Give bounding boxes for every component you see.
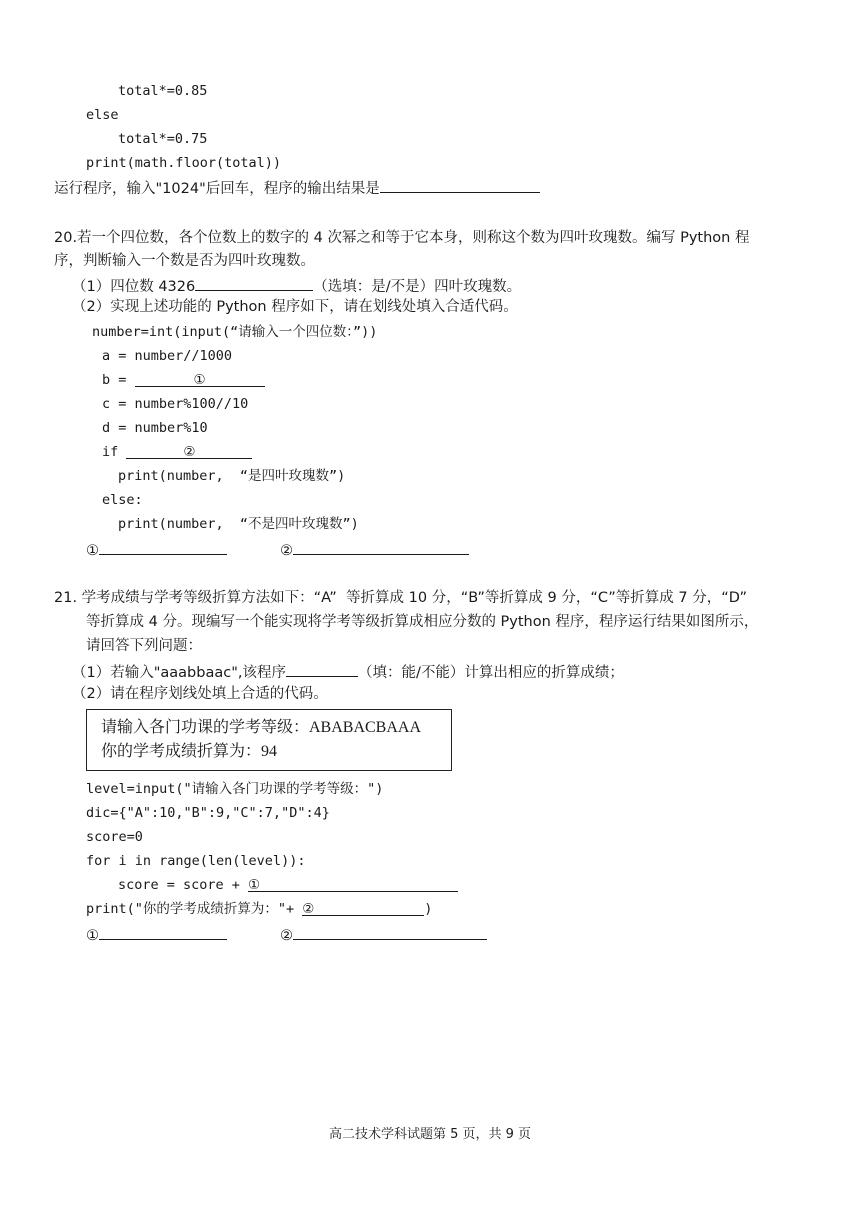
q19-code-line-2: else <box>86 107 119 123</box>
q20-code-input: number=int(input(“请输入一个四位数：”)) <box>92 324 378 340</box>
q21-stem-line-3: 请回答下列问题： <box>86 638 202 654</box>
q20-answer-blank-1[interactable] <box>99 538 227 555</box>
q21-code-blank-1[interactable]: ① <box>248 875 458 892</box>
q20-stem-line-1: 20.若一个四位数，各个位数上的数字的 4 次幂之和等于它本身，则称这个数为四叶玫瑰数。编写 Python 程 <box>54 230 750 246</box>
q20-code-blank-1[interactable]: ① <box>135 370 265 387</box>
q20-code-print-yes: print(number, “是四叶玫瑰数”) <box>118 468 346 484</box>
q20-answer-1: ① <box>86 538 227 561</box>
q21-answer-1: ① <box>86 923 227 946</box>
q21-answer-blank-1[interactable] <box>99 923 227 940</box>
q20-subquestion-2: （2）实现上述功能的 Python 程序如下，请在划线处填入合适代码。 <box>72 299 518 315</box>
q21-subquestion-1: （1）若输入"aaabbaac",该程序 （填：能/不能）计算出相应的折算成绩； <box>72 660 624 683</box>
q21-stem-line-1: 21. 学考成绩与学考等级折算方法如下：“A” 等折算成 10 分，“B”等折算成 9 分，“C”等折算成 7 分，“D” <box>54 590 747 606</box>
q20-answer-blank-2[interactable] <box>293 538 469 555</box>
q20-code-print-no: print(number, “不是四叶玫瑰数”) <box>118 516 359 532</box>
q21-code-print: print("你的学考成绩折算为："+ ② ) <box>86 901 433 917</box>
q21-stem-line-2: 等折算成 4 分。现编写一个能实现将学考等级折算成相应分数的 Python 程序，程序运行结果如图所示， <box>86 614 759 630</box>
q20-code-else: else: <box>102 492 143 508</box>
q20-sub1-blank[interactable] <box>195 274 313 291</box>
q20-code-b: b = ① <box>102 370 265 390</box>
q20-code-c: c = number%100//10 <box>102 396 249 412</box>
q19-prompt: 运行程序，输入"1024"后回车，程序的输出结果是 <box>54 176 540 199</box>
q19-answer-blank[interactable] <box>380 176 540 193</box>
q19-code-line-1: total*=0.85 <box>118 83 208 99</box>
output-line-2: 你的学考成绩折算为：94 <box>101 743 278 760</box>
q20-stem-line-2: 序，判断输入一个数是否为四叶玫瑰数。 <box>54 253 315 269</box>
q20-answer-2: ② <box>280 538 469 561</box>
q21-sub1-blank[interactable] <box>286 660 358 677</box>
q21-subquestion-2: （2）请在程序划线处填上合适的代码。 <box>72 686 328 702</box>
output-line-1: 请输入各门功课的学考等级：ABABACBAAA <box>101 719 422 736</box>
q21-code-dic: dic={"A":10,"B":9,"C":7,"D":4} <box>86 805 330 821</box>
q20-subquestion-1: （1）四位数 4326 （选填：是/不是）四叶玫瑰数。 <box>72 274 521 297</box>
q21-code-level: level=input("请输入各门功课的学考等级：") <box>86 781 384 797</box>
q19-code-line-3: total*=0.75 <box>118 131 208 147</box>
q21-code-score: score=0 <box>86 829 143 845</box>
q21-code-sum: score = score + ① <box>118 875 458 895</box>
program-output-box <box>86 709 452 771</box>
q21-answer-blank-2[interactable] <box>293 923 487 940</box>
q19-code-line-4: print(math.floor(total)) <box>86 155 282 171</box>
q21-code-for: for i in range(len(level)): <box>86 853 306 869</box>
q20-code-if: if ② <box>102 442 252 462</box>
q21-code-blank-2[interactable]: ② <box>302 899 424 916</box>
q20-code-blank-2[interactable]: ② <box>126 442 252 459</box>
q20-code-a: a = number//1000 <box>102 348 233 364</box>
q21-answer-2: ② <box>280 923 487 946</box>
q20-code-d: d = number%10 <box>102 420 208 436</box>
page-footer: 高二技术学科试题第 5 页，共 9 页 <box>328 1127 532 1142</box>
